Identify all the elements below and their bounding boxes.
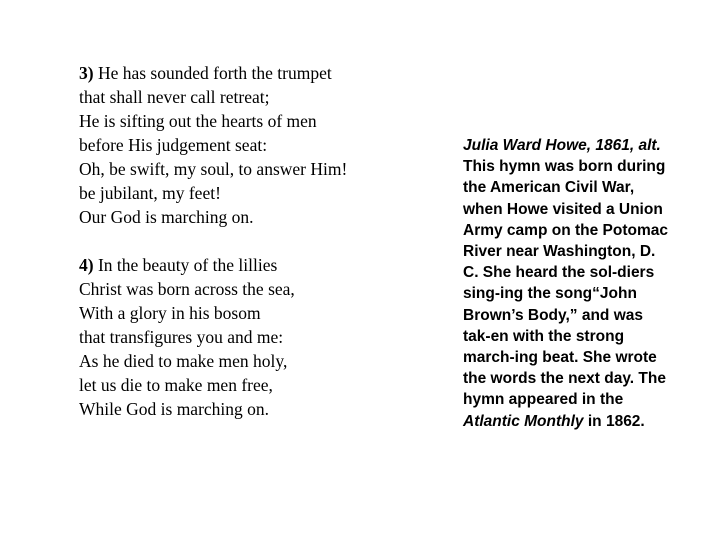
verse-number: 3) xyxy=(79,63,94,83)
note-line: Army camp on the Potomac xyxy=(463,221,668,239)
hymn-verses xyxy=(79,61,409,421)
verse-line: Christ was born across the sea, xyxy=(79,279,295,299)
verse-line: As he died to make men holy, xyxy=(79,351,288,371)
verse-line: Our God is marching on. xyxy=(79,207,254,227)
note-line: when Howe visited a Union xyxy=(463,200,663,218)
verse-line: that transfigures you and me: xyxy=(79,327,284,347)
note-line: hymn appeared in the xyxy=(463,391,624,409)
verse-line-text: He has sounded forth the trumpet xyxy=(97,63,332,83)
verse-line-text: In the beauty of the lillies xyxy=(97,255,278,275)
verse-line: let us die to make men free, xyxy=(79,375,273,395)
note-line: C. She heard the sol-diers xyxy=(463,264,655,282)
verse-line: before His judgement seat: xyxy=(79,135,268,155)
note-line: This hymn was born during xyxy=(463,158,666,176)
note-line: the American Civil War, xyxy=(463,179,635,197)
publication-year: in 1862. xyxy=(583,412,645,430)
verse-4 xyxy=(79,253,409,421)
verse-line: that shall never call retreat; xyxy=(79,87,270,107)
verse-line: With a glory in his bosom xyxy=(79,303,261,323)
note-line: River near Washington, D. xyxy=(463,243,656,261)
hymn-history-note xyxy=(463,135,715,432)
note-line: tak-en with the strong xyxy=(463,327,625,345)
note-line: the words the next day. The xyxy=(463,370,666,388)
verse-line: Oh, be swift, my soul, to answer Him! xyxy=(79,159,348,179)
verse-line: be jubilant, my feet! xyxy=(79,183,221,203)
attribution: Julia Ward Howe, 1861, alt. xyxy=(463,137,661,154)
verse-line: While God is marching on. xyxy=(79,399,270,419)
publication-title: Atlantic Monthly xyxy=(463,412,584,430)
verse-line xyxy=(79,61,409,85)
note-line: Brown’s Body,” and was xyxy=(463,306,643,324)
verse-3 xyxy=(79,61,409,229)
note-line: march-ing beat. She wrote xyxy=(463,349,657,367)
note-line xyxy=(463,411,715,432)
verse-number: 4) xyxy=(79,255,94,275)
verse-line xyxy=(79,253,409,277)
note-line: sing-ing the song“John xyxy=(463,285,637,303)
verse-line: He is sifting out the hearts of men xyxy=(79,111,317,131)
